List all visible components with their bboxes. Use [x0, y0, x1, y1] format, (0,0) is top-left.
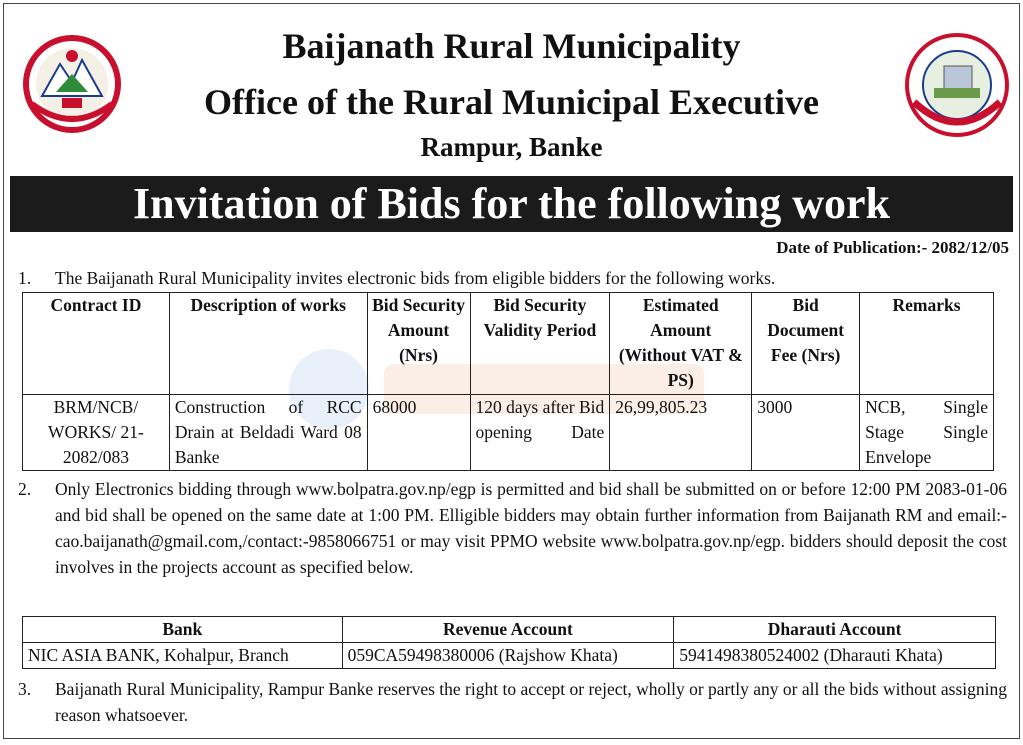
table-row — [23, 643, 996, 669]
municipality-seal-logo — [904, 32, 1010, 138]
column-header-remarks: Remarks — [860, 293, 994, 395]
paragraph-number: 2. — [18, 479, 32, 499]
cell-dharauti-account: 5941498380524002 (Dharauti Khata) — [674, 643, 996, 669]
column-header-doc-fee: Bid Document Fee (Nrs) — [752, 293, 860, 395]
bank-table-header-row — [23, 617, 996, 643]
paragraph-number: 3. — [18, 679, 32, 699]
paragraph-1 — [18, 265, 1007, 291]
paragraph-text: Baijanath Rural Municipality, Rampur Banke reserves the right to accept or reject, wholly or partly any or all the bids without assigning reason whatsoever. — [55, 679, 1007, 725]
cell-security-amount: 68000 — [367, 395, 470, 471]
bid-invitation-banner: Invitation of Bids for the following work — [10, 176, 1013, 232]
cell-remarks: NCB, Single Stage Single Envelope — [860, 395, 994, 471]
notice-header — [4, 4, 1019, 176]
cell-doc-fee: 3000 — [752, 395, 860, 471]
table-row — [23, 395, 994, 471]
cell-contract-id: BRM/NCB/ WORKS/ 21-2082/083 — [23, 395, 170, 471]
office-location: Rampur, Banke — [420, 132, 603, 162]
paragraph-text: Only Electronics bidding through www.bolpatra.gov.np/egp is permitted and bid shall be submitted on or before 12:00 PM 2083-01-06 and bid shall be opened on the same date at 1:00 PM. Elligible bidders may obtain further information from Baijanath RM and email:- cao.baijanath@gmail.com,/contact:-9858066751 or may visit PPMO website www.bolpatra.gov.np/egp. bidders should deposit the cost involves in the projects account as specified below. — [55, 479, 1007, 577]
office-name: Office of the Rural Municipal Executive — [204, 82, 819, 122]
column-header-contract-id: Contract ID — [23, 293, 170, 395]
cell-revenue-account: 059CA59498380006 (Rajshow Khata) — [342, 643, 674, 669]
column-header-estimated-amount: Estimated Amount (Without VAT & PS) — [610, 293, 752, 395]
paragraph-2 — [18, 476, 1007, 614]
bid-table — [22, 292, 994, 471]
municipality-name: Baijanath Rural Municipality — [282, 26, 741, 66]
column-header-description: Description of works — [169, 293, 367, 395]
column-header-dharauti-account: Dharauti Account — [674, 617, 996, 643]
column-header-revenue-account: Revenue Account — [342, 617, 674, 643]
publication-date: Date of Publication:- 2082/12/05 — [776, 238, 1009, 257]
paragraph-text: The Baijanath Rural Municipality invites electronic bids from eligible bidders for the following works. — [55, 268, 776, 288]
paragraph-number: 1. — [18, 268, 32, 288]
bank-table — [22, 616, 996, 669]
column-header-validity: Bid Security Validity Period — [470, 293, 610, 395]
bid-table-header-row — [23, 293, 994, 395]
paragraph-3 — [18, 676, 1007, 730]
cell-description: Construction of RCC Drain at Beldadi Ward 08 Banke — [169, 395, 367, 471]
notice-page — [3, 3, 1020, 739]
column-header-bank: Bank — [23, 617, 343, 643]
cell-validity: 120 days after Bid opening Date — [470, 395, 610, 471]
column-header-security-amount: Bid Security Amount (Nrs) — [367, 293, 470, 395]
cell-bank: NIC ASIA BANK, Kohalpur, Branch — [23, 643, 343, 669]
cell-estimated-amount: 26,99,805.23 — [610, 395, 752, 471]
